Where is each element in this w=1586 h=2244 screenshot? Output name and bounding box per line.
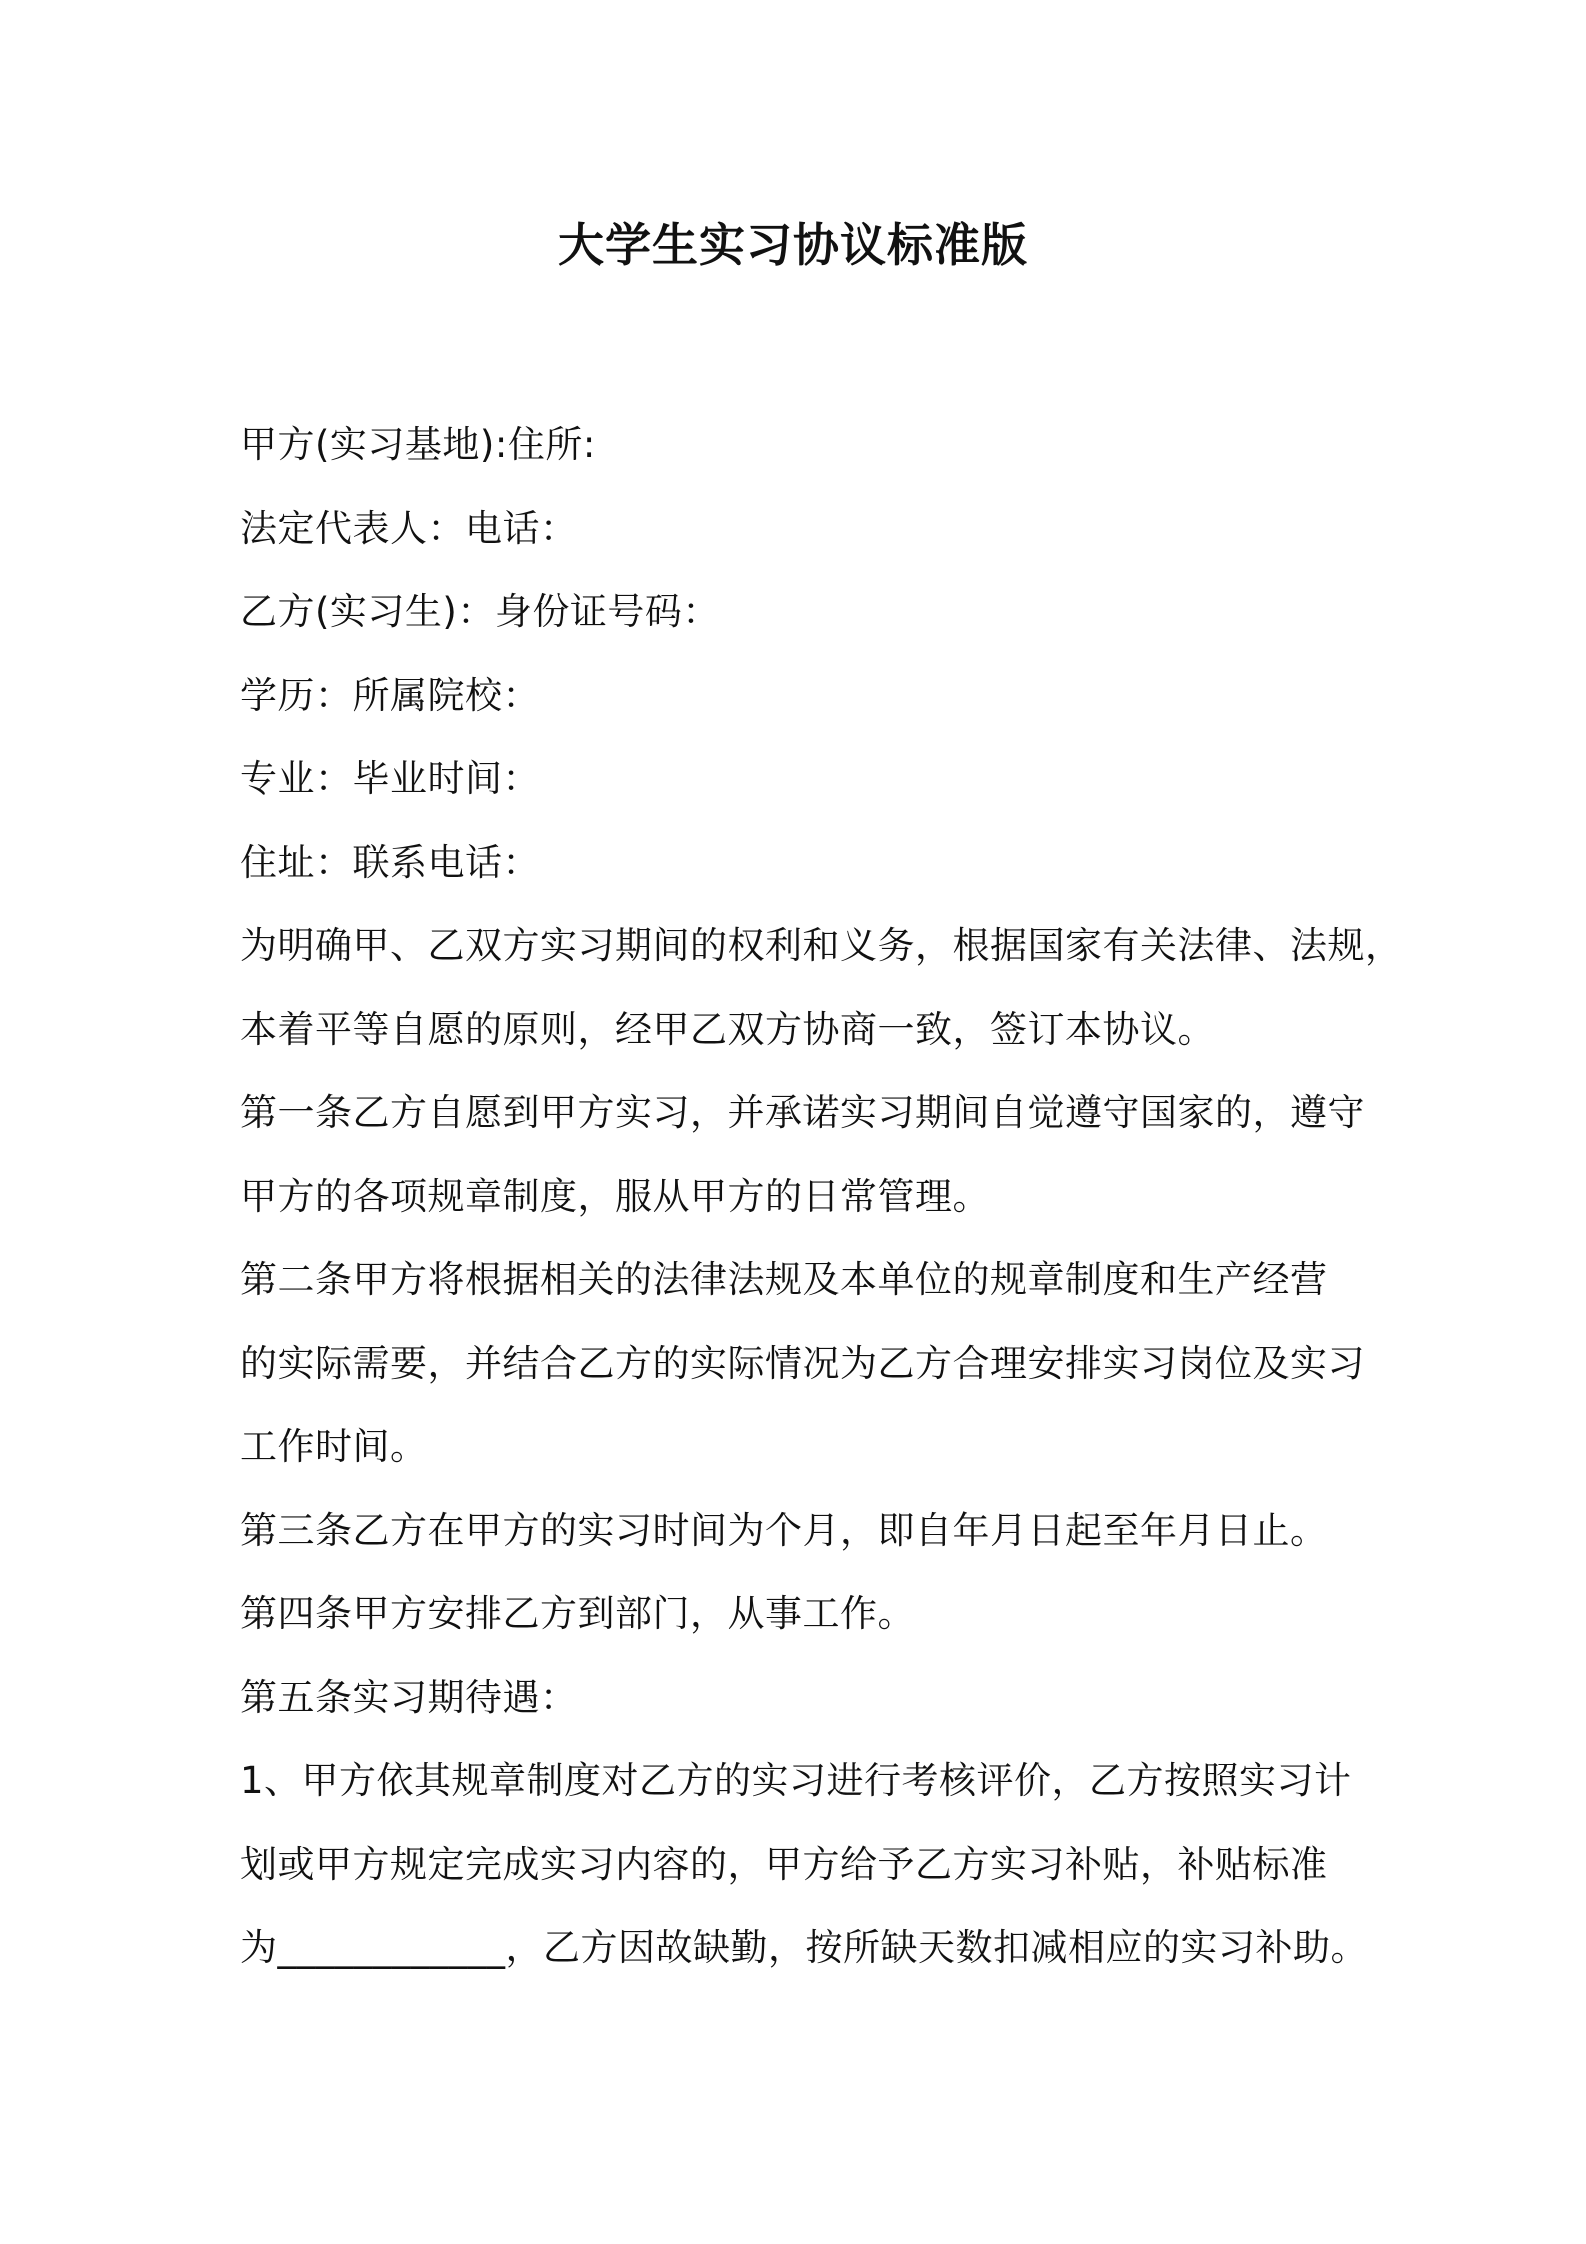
preamble-line-2: 本着平等自愿的原则，经甲乙双方协商一致，签订本协议。 [240, 1007, 1215, 1051]
article-1-line-1: 第一条乙方自愿到甲方实习，并承诺实习期间自觉遵守国家的，遵守 [240, 1091, 1365, 1134]
document-body [240, 403, 1403, 1990]
article-2-line-2: 的实际需要，并结合乙方的实际情况为乙方合理安排实习岗位及实习 [240, 1341, 1365, 1385]
party-a-line: 甲方(实习基地):住所: [240, 423, 596, 466]
document-title: 大学生实习协议标准版 [558, 218, 1028, 272]
article-3-line: 第三条乙方在甲方的实习时间为个月，即自年月日起至年月日止。 [240, 1508, 1328, 1552]
article-2-line-1: 第二条甲方将根据相关的法律法规及本单位的规章制度和生产经营 [240, 1258, 1328, 1301]
article-5-item-1-line-3: 为____________，乙方因故缺勤，按所缺天数扣减相应的实习补助。 [240, 1926, 1368, 1969]
address-line: 住址：联系电话： [240, 840, 540, 884]
major-line: 专业：毕业时间： [240, 757, 540, 800]
education-line: 学历：所属院校： [240, 673, 540, 717]
preamble-line-1: 为明确甲、乙双方实习期间的权利和义务，根据国家有关法律、法规， [240, 924, 1403, 967]
article-5-heading: 第五条实习期待遇： [240, 1675, 578, 1719]
article-2-line-3: 工作时间。 [240, 1425, 428, 1468]
article-1-line-2: 甲方的各项规章制度，服从甲方的日常管理。 [240, 1174, 990, 1218]
party-b-line: 乙方(实习生)：身份证号码： [240, 590, 720, 633]
article-4-line: 第四条甲方安排乙方到部门，从事工作。 [240, 1592, 915, 1635]
article-5-item-1-line-2: 划或甲方规定完成实习内容的，甲方给予乙方实习补贴，补贴标准 [240, 1842, 1328, 1886]
article-5-item-1-line-1: 1、甲方依其规章制度对乙方的实习进行考核评价，乙方按照实习计 [240, 1759, 1352, 1802]
legal-representative-line: 法定代表人：电话： [240, 506, 578, 550]
